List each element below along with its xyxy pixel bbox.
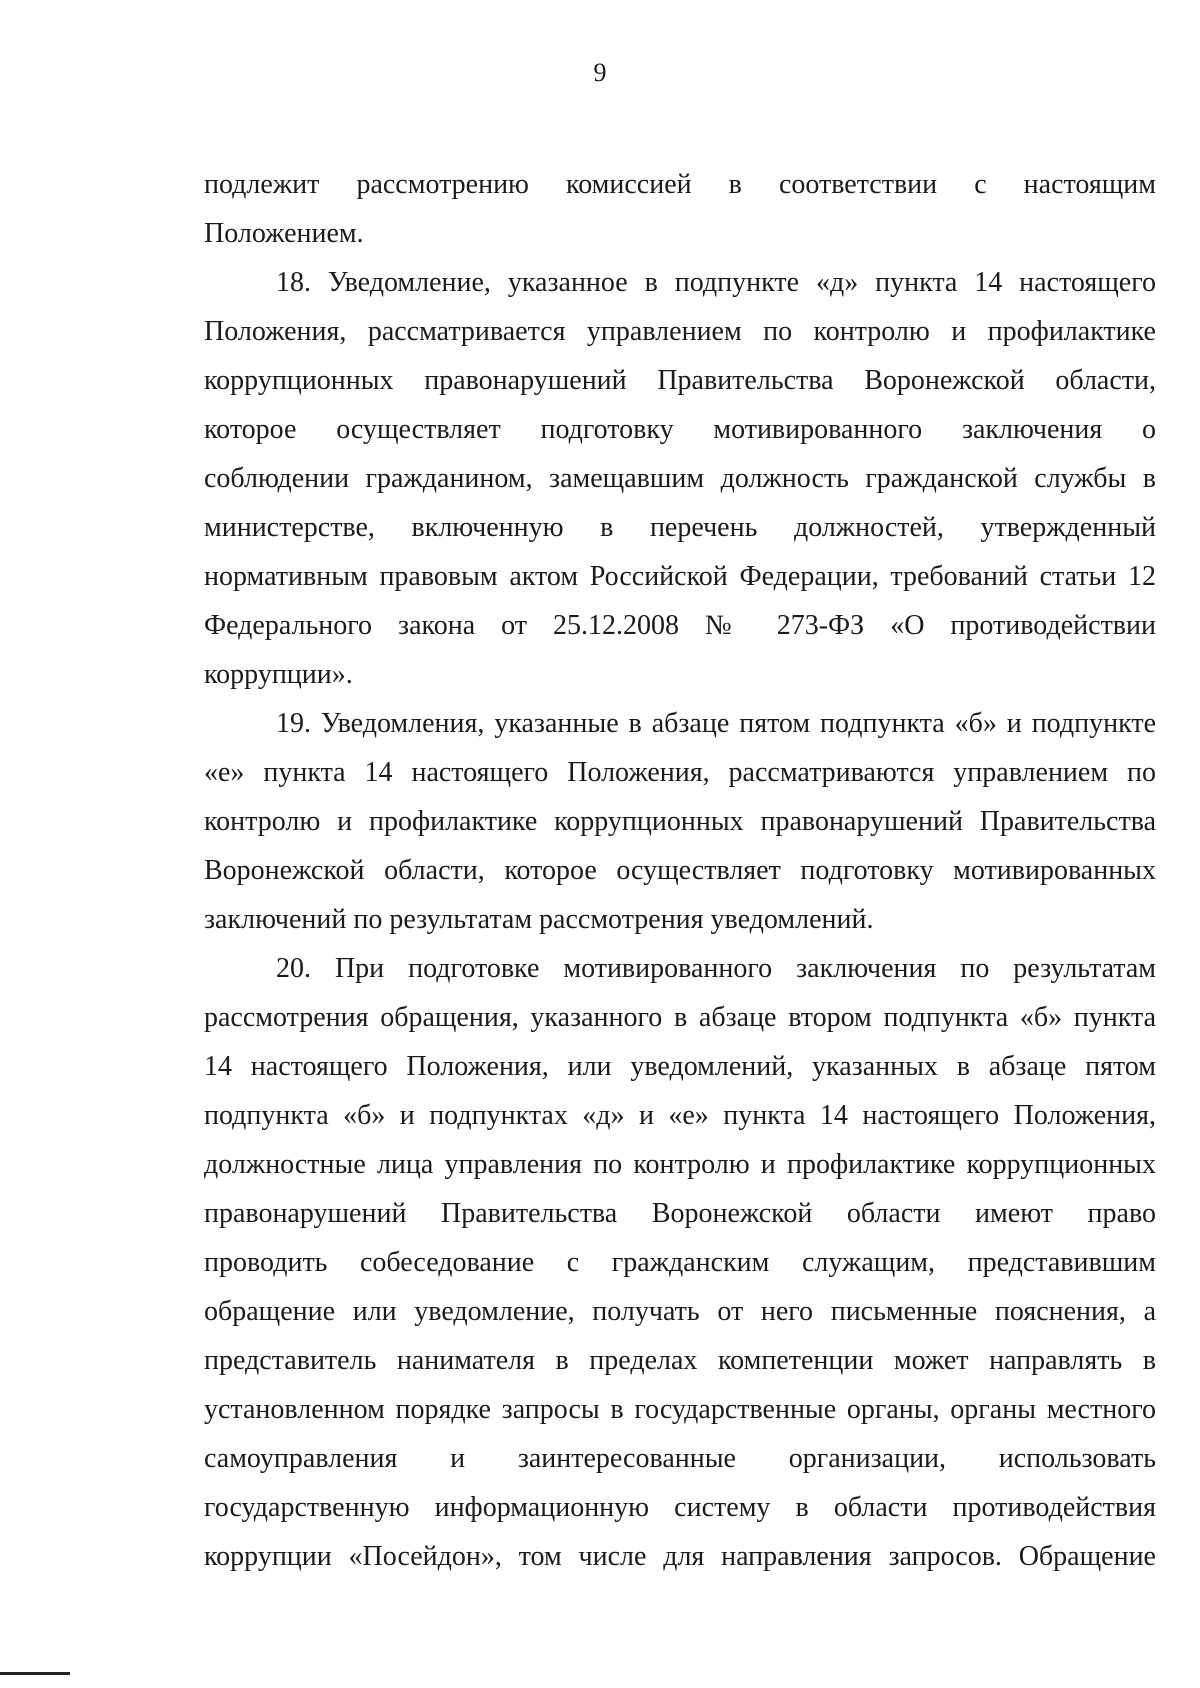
text-line: установленном порядке запросы в государственные органы, органы местного xyxy=(204,1394,1156,1425)
text-line: 20. При подготовке мотивированного заключения по результатам xyxy=(276,953,1156,984)
text-line: рассмотрения обращения, указанного в абзаце втором подпункта «б» пункта xyxy=(204,1002,1156,1033)
text-line: Положением. xyxy=(204,218,364,249)
paragraph-continuation xyxy=(204,160,1156,258)
text-line: самоуправления и заинтересованные организации, использовать xyxy=(204,1443,1156,1474)
text-line: нормативным правовым актом Российской Федерации, требований статьи 12 xyxy=(204,561,1156,592)
text-line: проводить собеседование с гражданским служащим, представившим xyxy=(204,1247,1156,1278)
page-number: 9 xyxy=(593,58,607,87)
text-line: коррупции «Посейдон», том числе для направления запросов. Обращение xyxy=(204,1541,1156,1572)
text-line: правонарушений Правительства Воронежской области имеют право xyxy=(204,1198,1156,1229)
text-line: обращение или уведомление, получать от него письменные пояснения, а xyxy=(204,1296,1156,1327)
text-line: коррупции». xyxy=(204,659,353,690)
text-line: Положения, рассматривается управлением по контролю и профилактике xyxy=(204,316,1156,347)
text-line: министерстве, включенную в перечень должностей, утвержденный xyxy=(204,512,1156,543)
text-line: 14 настоящего Положения, или уведомлений, указанных в абзаце пятом xyxy=(204,1051,1156,1082)
text-line: представитель нанимателя в пределах компетенции может направлять в xyxy=(204,1345,1156,1376)
text-line: государственную информационную систему в области противодействия xyxy=(204,1492,1156,1523)
text-line: подлежит рассмотрению комиссией в соответствии с настоящим xyxy=(204,169,1156,200)
paragraph-18 xyxy=(204,258,1156,699)
text-line: которое осуществляет подготовку мотивированного заключения о xyxy=(204,414,1156,445)
paragraph-20 xyxy=(204,944,1156,1581)
text-line: 18. Уведомление, указанное в подпункте «д» пункта 14 настоящего xyxy=(276,267,1156,298)
text-line: «е» пункта 14 настоящего Положения, рассматриваются управлением по xyxy=(204,757,1156,788)
text-line: Воронежской области, которое осуществляет подготовку мотивированных xyxy=(204,855,1156,886)
text-line: 19. Уведомления, указанные в абзаце пятом подпункта «б» и подпункте xyxy=(276,708,1156,739)
scan-edge-mark xyxy=(0,1672,70,1675)
text-line: заключений по результатам рассмотрения уведомлений. xyxy=(204,904,874,935)
text-line: должностные лица управления по контролю и профилактике коррупционных xyxy=(204,1149,1156,1180)
document-body xyxy=(204,160,1156,1581)
paragraph-19 xyxy=(204,699,1156,944)
text-line: коррупционных правонарушений Правительства Воронежской области, xyxy=(204,365,1156,396)
text-line: Федерального закона от 25.12.2008 № 273-ФЗ «О противодействии xyxy=(204,610,1156,641)
text-line: контролю и профилактике коррупционных правонарушений Правительства xyxy=(204,806,1156,837)
text-line: соблюдении гражданином, замещавшим должность гражданской службы в xyxy=(204,463,1156,494)
text-line: подпункта «б» и подпунктах «д» и «е» пункта 14 настоящего Положения, xyxy=(204,1100,1156,1131)
